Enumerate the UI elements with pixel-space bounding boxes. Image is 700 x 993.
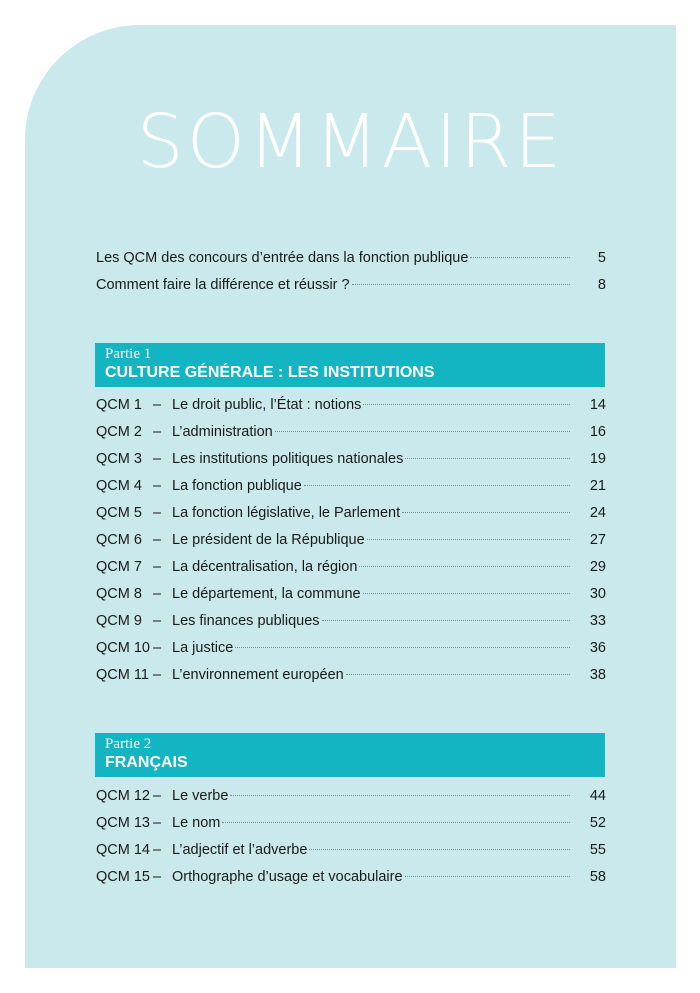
toc-page-number: 24 — [589, 505, 606, 521]
toc-entry-label: La justice — [172, 640, 234, 656]
toc-page-number: 55 — [589, 842, 606, 858]
separator-dash: – — [153, 397, 162, 413]
toc-page-number: 58 — [589, 869, 606, 885]
separator-dash: – — [153, 478, 162, 494]
separator-dash: – — [153, 640, 162, 656]
dot-leader — [309, 848, 570, 850]
dot-leader — [322, 619, 570, 621]
dot-leader — [402, 511, 570, 513]
dot-leader — [363, 403, 570, 405]
qcm-number: QCM 14 — [96, 842, 150, 858]
separator-dash: – — [153, 505, 162, 521]
part-label: Partie 2 — [105, 736, 152, 752]
dot-leader — [304, 484, 570, 486]
qcm-number: QCM 3 — [96, 451, 142, 467]
toc-row[interactable] — [96, 505, 606, 531]
toc-entry-label: La fonction publique — [172, 478, 302, 494]
separator-dash: – — [153, 451, 162, 467]
toc-entry-label: Le nom — [172, 815, 221, 831]
toc-page-number: 38 — [589, 667, 606, 683]
toc-page-number: 5 — [597, 250, 606, 266]
toc-entry-label: L’administration — [172, 424, 273, 440]
qcm-number: QCM 10 — [96, 640, 150, 656]
toc-page-number: 30 — [589, 586, 606, 602]
toc-row-intro-2[interactable] — [96, 277, 606, 303]
toc-entry-label: Les QCM des concours d’entrée dans la fonction publique — [96, 250, 469, 266]
toc-page-number: 33 — [589, 613, 606, 629]
toc-row-intro-1[interactable] — [96, 250, 606, 276]
toc-page-number: 16 — [589, 424, 606, 440]
dot-leader — [367, 538, 570, 540]
separator-dash: – — [153, 424, 162, 440]
separator-dash: – — [153, 532, 162, 548]
toc-row[interactable] — [96, 815, 606, 841]
toc-entry-label: Le verbe — [172, 788, 229, 804]
toc-row[interactable] — [96, 478, 606, 504]
toc-row[interactable] — [96, 451, 606, 477]
toc-page-number: 19 — [589, 451, 606, 467]
toc-page-number: 27 — [589, 532, 606, 548]
part-title: CULTURE GÉNÉRALE : LES INSTITUTIONS — [105, 364, 435, 381]
qcm-number: QCM 4 — [96, 478, 142, 494]
dot-leader — [222, 821, 570, 823]
toc-row[interactable] — [96, 640, 606, 666]
separator-dash: – — [153, 586, 162, 602]
separator-dash: – — [153, 613, 162, 629]
toc-entry-label: Comment faire la différence et réussir ? — [96, 277, 350, 293]
toc-page-number: 8 — [597, 277, 606, 293]
qcm-number: QCM 15 — [96, 869, 150, 885]
qcm-number: QCM 9 — [96, 613, 142, 629]
qcm-number: QCM 11 — [96, 667, 149, 683]
toc-row[interactable] — [96, 586, 606, 612]
separator-dash: – — [153, 869, 162, 885]
separator-dash: – — [153, 667, 162, 683]
qcm-number: QCM 6 — [96, 532, 142, 548]
dot-leader — [235, 646, 570, 648]
toc-row[interactable] — [96, 559, 606, 585]
toc-page-number: 36 — [589, 640, 606, 656]
dot-leader — [352, 283, 570, 285]
qcm-number: QCM 1 — [96, 397, 142, 413]
toc-entry-label: Les institutions politiques nationales — [172, 451, 404, 467]
dot-leader — [275, 430, 570, 432]
toc-row[interactable] — [96, 397, 606, 423]
toc-row[interactable] — [96, 613, 606, 639]
toc-page-number: 29 — [589, 559, 606, 575]
separator-dash: – — [153, 788, 162, 804]
toc-entry-label: Les finances publiques — [172, 613, 320, 629]
dot-leader — [405, 875, 570, 877]
part-1-header — [95, 343, 605, 387]
toc-entry-label: L’environnement européen — [172, 667, 344, 683]
toc-entry-label: La décentralisation, la région — [172, 559, 358, 575]
separator-dash: – — [153, 559, 162, 575]
toc-entry-label: L’adjectif et l’adverbe — [172, 842, 308, 858]
toc-row[interactable] — [96, 869, 606, 895]
separator-dash: – — [153, 842, 162, 858]
toc-entry-label: Le département, la commune — [172, 586, 361, 602]
part-label: Partie 1 — [105, 346, 152, 362]
page-title: SOMMAIRE — [136, 99, 565, 185]
dot-leader — [405, 457, 570, 459]
dot-leader — [470, 256, 570, 258]
toc-page-number: 21 — [589, 478, 606, 494]
toc-page-number: 14 — [589, 397, 606, 413]
qcm-number: QCM 12 — [96, 788, 150, 804]
toc-row[interactable] — [96, 667, 606, 693]
toc-entry-label: Le droit public, l’État : notions — [172, 397, 362, 413]
toc-row[interactable] — [96, 424, 606, 450]
dot-leader — [363, 592, 570, 594]
toc-row[interactable] — [96, 842, 606, 868]
toc-row[interactable] — [96, 532, 606, 558]
toc-entry-label: Le président de la République — [172, 532, 365, 548]
toc-page-number: 44 — [589, 788, 606, 804]
part-title: FRANÇAIS — [105, 754, 188, 771]
part-2-header — [95, 733, 605, 777]
qcm-number: QCM 5 — [96, 505, 142, 521]
qcm-number: QCM 8 — [96, 586, 142, 602]
qcm-number: QCM 2 — [96, 424, 142, 440]
separator-dash: – — [153, 815, 162, 831]
toc-row[interactable] — [96, 788, 606, 814]
qcm-number: QCM 7 — [96, 559, 142, 575]
toc-entry-label: La fonction législative, le Parlement — [172, 505, 401, 521]
dot-leader — [359, 565, 570, 567]
toc-page-number: 52 — [589, 815, 606, 831]
qcm-number: QCM 13 — [96, 815, 150, 831]
toc-entry-label: Orthographe d’usage et vocabulaire — [172, 869, 403, 885]
dot-leader — [230, 794, 570, 796]
dot-leader — [346, 673, 570, 675]
